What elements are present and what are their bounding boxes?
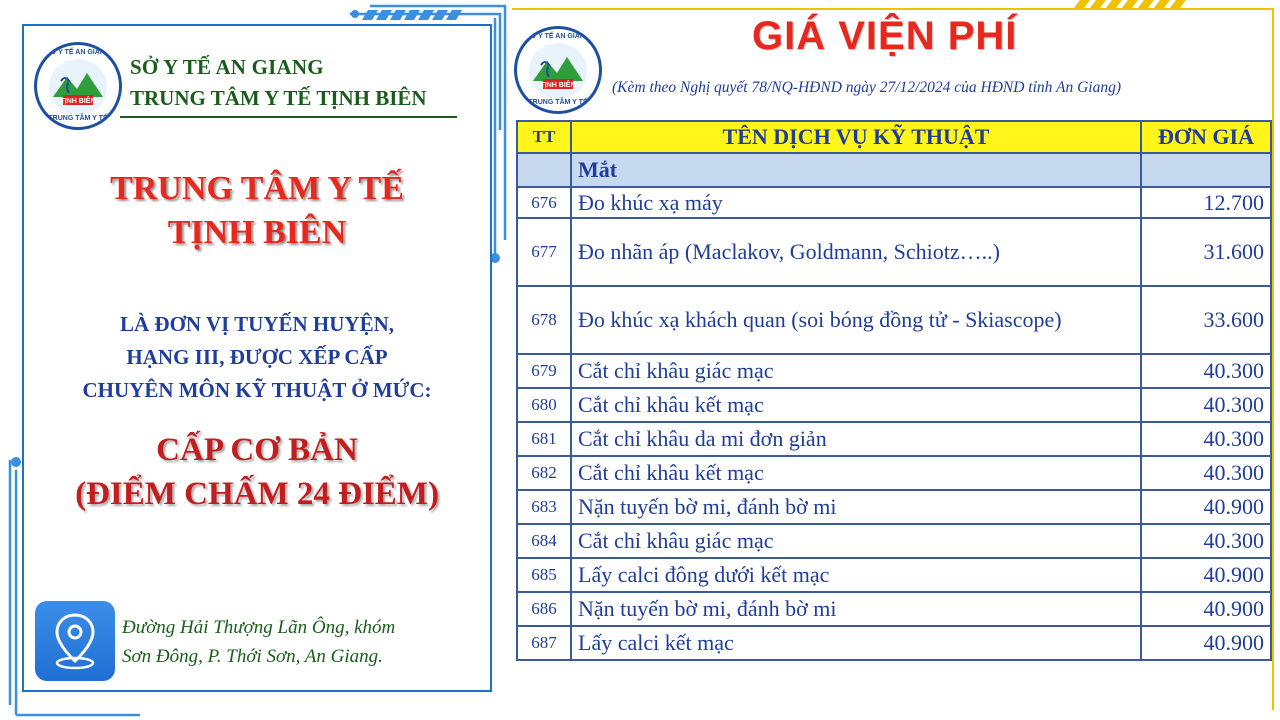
row-name-cell: Đo nhãn áp (Maclakov, Goldmann, Schiotz…..) [571,218,1141,286]
row-tt-cell: 680 [517,388,571,422]
table-row [517,558,1271,592]
row-name-cell: Cắt chỉ khâu giác mạc [571,524,1141,558]
table-row [517,187,1271,218]
level-line1: CẤP CƠ BẢN [156,432,358,468]
row-tt-cell: 687 [517,626,571,660]
row-tt-cell: 685 [517,558,571,592]
logo-small-center-text: TỊNH BIÊN [540,82,576,89]
price-list-title: GIÁ VIỆN PHÍ [752,14,1018,58]
logo-small-emblem [529,43,587,99]
logo-small-bottom-text: TRUNG TÂM Y TẾ [528,99,588,106]
map-pin-icon [35,601,115,681]
group-label: Mắt [571,153,1141,187]
table-row [517,490,1271,524]
table-row [517,524,1271,558]
group-price-cell [1141,153,1271,187]
row-price-cell: 40.900 [1141,558,1271,592]
address-line2: Sơn Đông, P. Thới Sơn, An Giang. [122,646,383,667]
hospital-logo-small [514,26,602,114]
row-name-cell: Lấy calci đông dưới kết mạc [571,558,1141,592]
table-row [517,626,1271,660]
logo-emblem [49,59,107,115]
row-price-cell: 40.300 [1141,422,1271,456]
description-line3: CHUYÊN MÔN KỸ THUẬT Ở MỨC: [82,378,432,402]
price-list-subtitle: (Kèm theo Nghị quyết 78/NQ-HĐND ngày 27/12/2024 của HĐND tỉnh An Giang) [612,79,1122,96]
row-price-cell: 40.300 [1141,388,1271,422]
hospital-logo [34,42,122,130]
row-price-cell: 40.300 [1141,354,1271,388]
row-price-cell: 40.900 [1141,490,1271,524]
row-tt-cell: 676 [517,187,571,218]
level-line2: (ĐIỂM CHẤM 24 ĐIỂM) [75,476,439,512]
row-price-cell: 12.700 [1141,187,1271,218]
table-header-row [517,121,1271,153]
row-tt-cell: 679 [517,354,571,388]
row-price-cell: 40.300 [1141,456,1271,490]
row-price-cell: 40.900 [1141,626,1271,660]
price-table [516,120,1272,661]
header-service-name: TÊN DỊCH VỤ KỸ THUẬT [571,121,1141,153]
header-unit-price: ĐƠN GIÁ [1141,121,1271,153]
logo-bottom-text: TRUNG TÂM Y TẾ [48,115,108,122]
address-line1: Đường Hải Thượng Lãn Ông, khóm [122,617,396,638]
row-name-cell: Nặn tuyến bờ mi, đánh bờ mi [571,490,1141,524]
row-name-cell: Cắt chỉ khâu kết mạc [571,456,1141,490]
row-tt-cell: 681 [517,422,571,456]
header-tt: TT [517,121,571,153]
table-group-row [517,153,1271,187]
center-title-line2: TỊNH BIÊN [167,214,347,251]
row-name-cell: Đo khúc xạ khách quan (soi bóng đồng tử - Skiascope) [571,286,1141,354]
description-line1: LÀ ĐƠN VỊ TUYẾN HUYỆN, [119,312,394,336]
row-price-cell: 31.600 [1141,218,1271,286]
row-name-cell: Đo khúc xạ máy [571,187,1141,218]
row-tt-cell: 683 [517,490,571,524]
row-price-cell: 40.300 [1141,524,1271,558]
row-tt-cell: 686 [517,592,571,626]
table-row [517,592,1271,626]
org-underline [120,116,457,118]
logo-center-text: TỊNH BIÊN [60,98,96,105]
row-name-cell: Nặn tuyến bờ mi, đánh bờ mi [571,592,1141,626]
logo-top-text: SỞ Y TẾ AN GIANG [45,49,111,56]
row-name-cell: Cắt chỉ khâu da mi đơn giản [571,422,1141,456]
org-department: SỞ Y TẾ AN GIANG [130,55,324,79]
row-tt-cell: 682 [517,456,571,490]
row-tt-cell: 678 [517,286,571,354]
org-center-name: TRUNG TÂM Y TẾ TỊNH BIÊN [130,86,427,110]
table-row [517,456,1271,490]
table-row [517,286,1271,354]
table-row [517,388,1271,422]
description-line2: HẠNG III, ĐƯỢC XẾP CẤP [126,345,388,369]
table-row [517,422,1271,456]
row-name-cell: Cắt chỉ khâu giác mạc [571,354,1141,388]
center-title-line1: TRUNG TÂM Y TẾ [110,170,404,207]
row-name-cell: Cắt chỉ khâu kết mạc [571,388,1141,422]
group-tt-cell [517,153,571,187]
row-price-cell: 40.900 [1141,592,1271,626]
table-row [517,354,1271,388]
row-name-cell: Lấy calci kết mạc [571,626,1141,660]
table-row [517,218,1271,286]
row-price-cell: 33.600 [1141,286,1271,354]
row-tt-cell: 684 [517,524,571,558]
logo-small-top-text: SỞ Y TẾ AN GIANG [525,33,591,40]
row-tt-cell: 677 [517,218,571,286]
